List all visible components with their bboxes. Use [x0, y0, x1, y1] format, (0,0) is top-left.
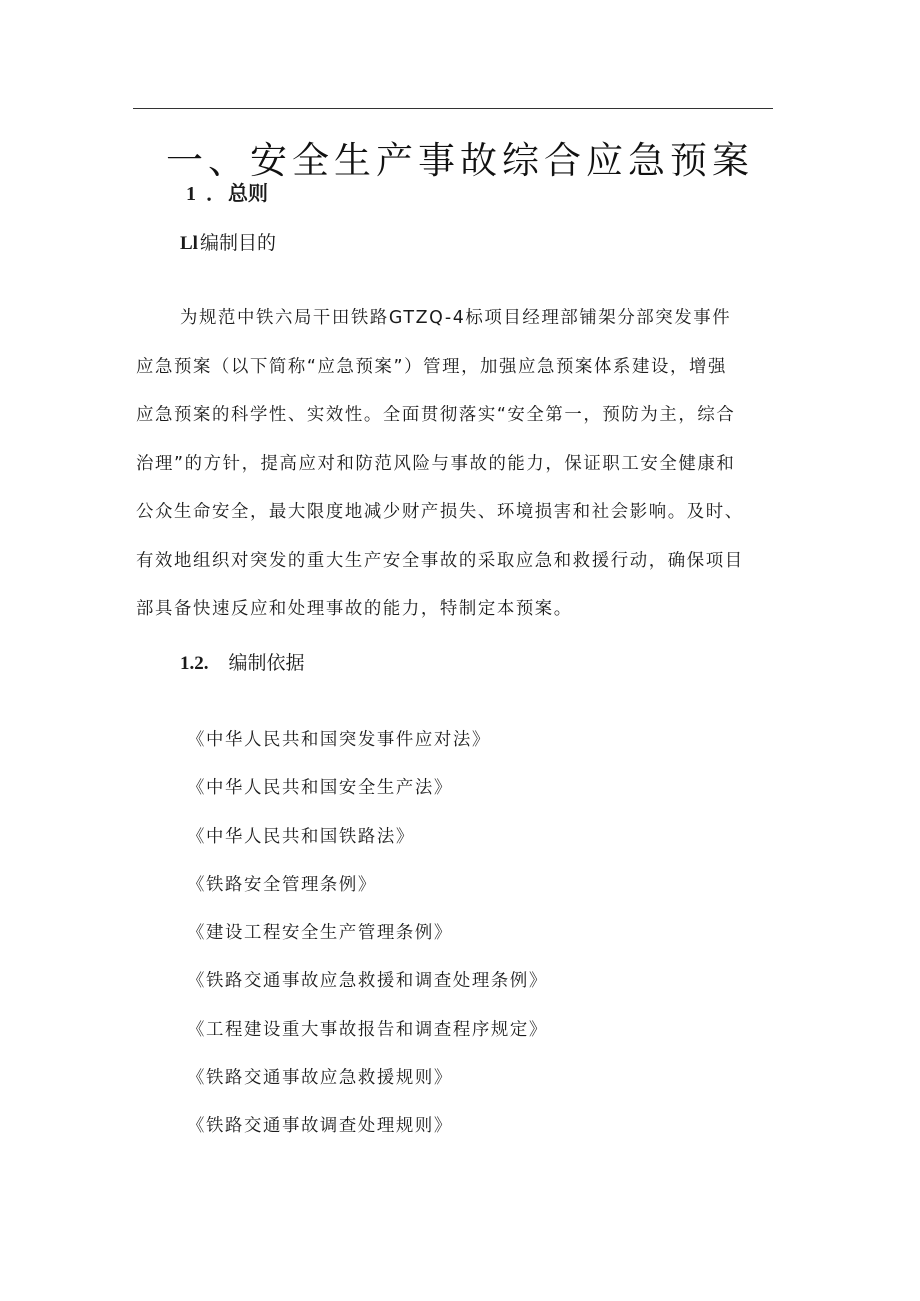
reference-item: 《铁路交通事故应急救援规则》: [187, 1068, 453, 1089]
section-heading-text: 总则: [228, 181, 268, 205]
paragraph-line: 有效地组织对突发的重大生产安全事故的采取应急和救援行动，确保项目: [136, 550, 744, 571]
reference-item: 《工程建设重大事故报告和调查程序规定》: [187, 1019, 548, 1040]
paragraph-line: 公众生命安全，最大限度地减少财产损失、环境损害和社会影响。及时、: [136, 502, 744, 522]
subsection-number: Ll: [180, 233, 198, 254]
subsection-heading-text: 编制目的: [199, 232, 276, 254]
header-rule: [133, 108, 773, 109]
subsection-number: 1.2.: [180, 653, 209, 674]
reference-item: 《中华人民共和国突发事件应对法》: [187, 730, 491, 750]
paragraph-line: 为规范中铁六局干田铁路GTZQ-4标项目经理部铺架分部突发事件: [180, 308, 732, 328]
reference-list: [187, 716, 548, 1151]
subsection-heading-text: 编制依据: [228, 652, 305, 674]
paragraph-line: 治理”的方针，提高应对和防范风险与事故的能力，保证职工安全健康和: [136, 453, 736, 474]
reference-item: 《铁路安全管理条例》: [187, 874, 377, 895]
section-number: 1: [186, 183, 196, 205]
paragraph-line: 部具备快速反应和处理事故的能力，特制定本预案。: [136, 599, 573, 619]
section-heading-general: [186, 178, 268, 209]
subsection-heading-basis: [180, 648, 305, 679]
reference-item: 《建设工程安全生产管理条例》: [187, 923, 453, 944]
subsection-heading-purpose: [180, 228, 276, 259]
document-title: 一、安全生产事故综合应急预案: [166, 138, 754, 182]
reference-item: 《铁路交通事故应急救援和调查处理条例》: [187, 971, 548, 992]
reference-item: 《铁路交通事故调查处理规则》: [187, 1116, 453, 1137]
paragraph-line: 应急预案的科学性、实效性。全面贯彻落实“安全第一，预防为主，综合: [136, 405, 736, 425]
purpose-paragraph: [136, 294, 776, 634]
section-number-dot: ．: [206, 181, 226, 205]
paragraph-line: 应急预案（以下简称“应急预案”）管理，加强应急预案体系建设，增强: [136, 356, 727, 377]
reference-item: 《中华人民共和国安全生产法》: [187, 778, 453, 799]
reference-item: 《中华人民共和国铁路法》: [187, 826, 415, 847]
